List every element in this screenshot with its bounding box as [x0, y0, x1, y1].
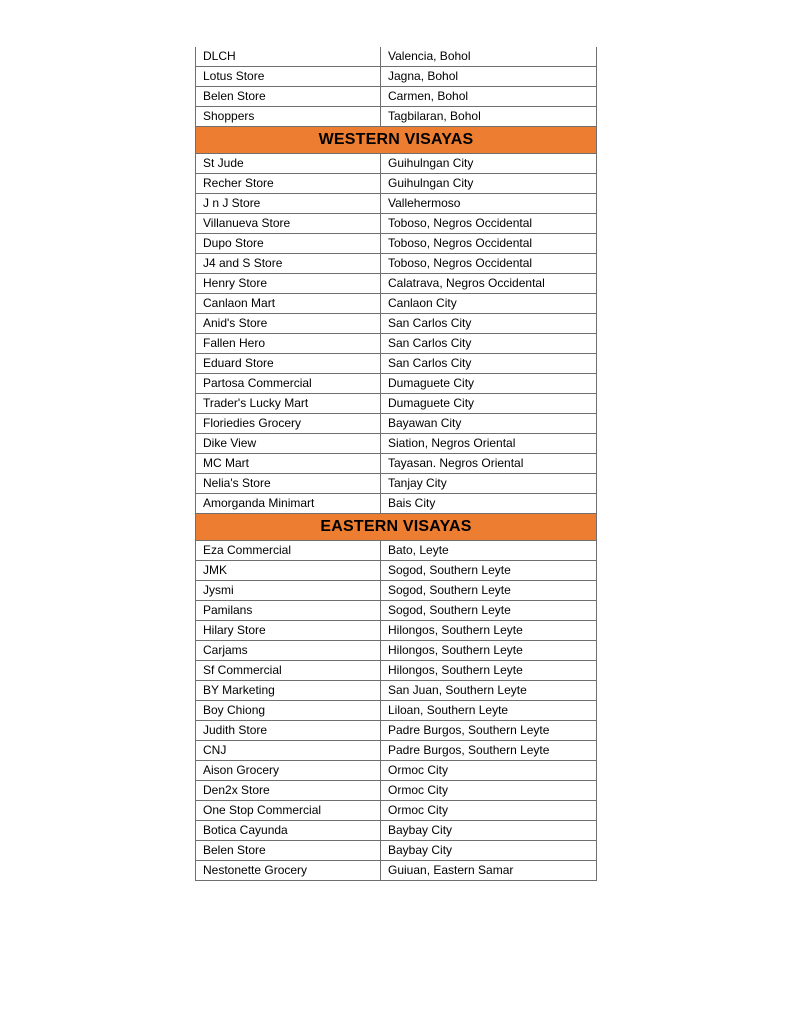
table-row [196, 681, 597, 701]
table-row [196, 154, 597, 174]
store-name-cell: Eduard Store [196, 354, 381, 374]
store-name-cell: Boy Chiong [196, 701, 381, 721]
store-location-cell: Siation, Negros Oriental [381, 434, 597, 454]
table-row [196, 354, 597, 374]
region-header-row [196, 514, 597, 541]
table-row [196, 721, 597, 741]
table-row [196, 194, 597, 214]
store-location-cell: Guihulngan City [381, 174, 597, 194]
table-row [196, 294, 597, 314]
table-row [196, 494, 597, 514]
store-location-cell: Hilongos, Southern Leyte [381, 621, 597, 641]
table-row [196, 334, 597, 354]
store-location-cell: Tagbilaran, Bohol [381, 107, 597, 127]
store-name-cell: Shoppers [196, 107, 381, 127]
table-row [196, 254, 597, 274]
store-name-cell: Belen Store [196, 87, 381, 107]
store-name-cell: Anid's Store [196, 314, 381, 334]
store-name-cell: Sf Commercial [196, 661, 381, 681]
store-list-page [195, 47, 596, 881]
table-row [196, 661, 597, 681]
table-row [196, 414, 597, 434]
store-name-cell: Canlaon Mart [196, 294, 381, 314]
store-location-cell: Padre Burgos, Southern Leyte [381, 741, 597, 761]
store-location-cell: San Carlos City [381, 354, 597, 374]
store-name-cell: Nestonette Grocery [196, 861, 381, 881]
table-row [196, 67, 597, 87]
table-row [196, 107, 597, 127]
table-row [196, 741, 597, 761]
store-location-cell: Guiuan, Eastern Samar [381, 861, 597, 881]
table-row [196, 601, 597, 621]
store-name-cell: Pamilans [196, 601, 381, 621]
table-row [196, 801, 597, 821]
store-name-cell: Eza Commercial [196, 541, 381, 561]
store-name-cell: Jysmi [196, 581, 381, 601]
store-name-cell: Hilary Store [196, 621, 381, 641]
store-location-cell: Toboso, Negros Occidental [381, 234, 597, 254]
store-location-cell: Padre Burgos, Southern Leyte [381, 721, 597, 741]
store-location-cell: Liloan, Southern Leyte [381, 701, 597, 721]
table-row [196, 394, 597, 414]
store-name-cell: JMK [196, 561, 381, 581]
store-name-cell: Floriedies Grocery [196, 414, 381, 434]
store-location-cell: Toboso, Negros Occidental [381, 254, 597, 274]
table-row [196, 781, 597, 801]
table-row [196, 274, 597, 294]
table-row [196, 234, 597, 254]
table-row [196, 701, 597, 721]
store-name-cell: Trader's Lucky Mart [196, 394, 381, 414]
store-location-cell: Ormoc City [381, 761, 597, 781]
store-location-cell: Canlaon City [381, 294, 597, 314]
store-location-cell: San Carlos City [381, 334, 597, 354]
store-name-cell: Lotus Store [196, 67, 381, 87]
store-table [195, 47, 597, 881]
table-row [196, 47, 597, 67]
table-row [196, 374, 597, 394]
store-location-cell: Sogod, Southern Leyte [381, 561, 597, 581]
table-row [196, 641, 597, 661]
store-location-cell: Jagna, Bohol [381, 67, 597, 87]
table-row [196, 821, 597, 841]
store-name-cell: Villanueva Store [196, 214, 381, 234]
store-location-cell: Vallehermoso [381, 194, 597, 214]
store-location-cell: San Juan, Southern Leyte [381, 681, 597, 701]
store-location-cell: Sogod, Southern Leyte [381, 581, 597, 601]
store-location-cell: Baybay City [381, 841, 597, 861]
table-row [196, 314, 597, 334]
store-name-cell: Carjams [196, 641, 381, 661]
table-row [196, 474, 597, 494]
store-name-cell: Henry Store [196, 274, 381, 294]
table-row [196, 621, 597, 641]
table-row [196, 541, 597, 561]
table-row [196, 214, 597, 234]
region-header-row [196, 127, 597, 154]
store-name-cell: BY Marketing [196, 681, 381, 701]
store-name-cell: Judith Store [196, 721, 381, 741]
table-row [196, 561, 597, 581]
store-location-cell: Tayasan. Negros Oriental [381, 454, 597, 474]
store-location-cell: Dumaguete City [381, 394, 597, 414]
store-name-cell: Dike View [196, 434, 381, 454]
store-location-cell: Toboso, Negros Occidental [381, 214, 597, 234]
store-location-cell: Ormoc City [381, 781, 597, 801]
table-row [196, 454, 597, 474]
store-name-cell: Nelia's Store [196, 474, 381, 494]
region-heading: EASTERN VISAYAS [196, 514, 597, 541]
region-heading: WESTERN VISAYAS [196, 127, 597, 154]
store-name-cell: Fallen Hero [196, 334, 381, 354]
store-name-cell: CNJ [196, 741, 381, 761]
table-row [196, 841, 597, 861]
store-location-cell: Sogod, Southern Leyte [381, 601, 597, 621]
store-name-cell: Amorganda Minimart [196, 494, 381, 514]
store-location-cell: Ormoc City [381, 801, 597, 821]
store-name-cell: DLCH [196, 47, 381, 67]
store-location-cell: San Carlos City [381, 314, 597, 334]
table-row [196, 174, 597, 194]
store-location-cell: Baybay City [381, 821, 597, 841]
table-row [196, 581, 597, 601]
store-name-cell: One Stop Commercial [196, 801, 381, 821]
store-name-cell: MC Mart [196, 454, 381, 474]
store-name-cell: Belen Store [196, 841, 381, 861]
table-row [196, 761, 597, 781]
store-location-cell: Bayawan City [381, 414, 597, 434]
store-name-cell: J4 and S Store [196, 254, 381, 274]
store-location-cell: Guihulngan City [381, 154, 597, 174]
store-location-cell: Valencia, Bohol [381, 47, 597, 67]
store-location-cell: Carmen, Bohol [381, 87, 597, 107]
store-location-cell: Hilongos, Southern Leyte [381, 661, 597, 681]
store-location-cell: Tanjay City [381, 474, 597, 494]
store-name-cell: St Jude [196, 154, 381, 174]
table-row [196, 861, 597, 881]
table-row [196, 87, 597, 107]
store-name-cell: Botica Cayunda [196, 821, 381, 841]
store-name-cell: Den2x Store [196, 781, 381, 801]
store-name-cell: Dupo Store [196, 234, 381, 254]
store-location-cell: Calatrava, Negros Occidental [381, 274, 597, 294]
store-name-cell: Recher Store [196, 174, 381, 194]
store-location-cell: Dumaguete City [381, 374, 597, 394]
store-location-cell: Hilongos, Southern Leyte [381, 641, 597, 661]
table-row [196, 434, 597, 454]
store-name-cell: Partosa Commercial [196, 374, 381, 394]
store-name-cell: Aison Grocery [196, 761, 381, 781]
store-location-cell: Bato, Leyte [381, 541, 597, 561]
store-table-body [196, 47, 597, 881]
store-location-cell: Bais City [381, 494, 597, 514]
store-name-cell: J n J Store [196, 194, 381, 214]
